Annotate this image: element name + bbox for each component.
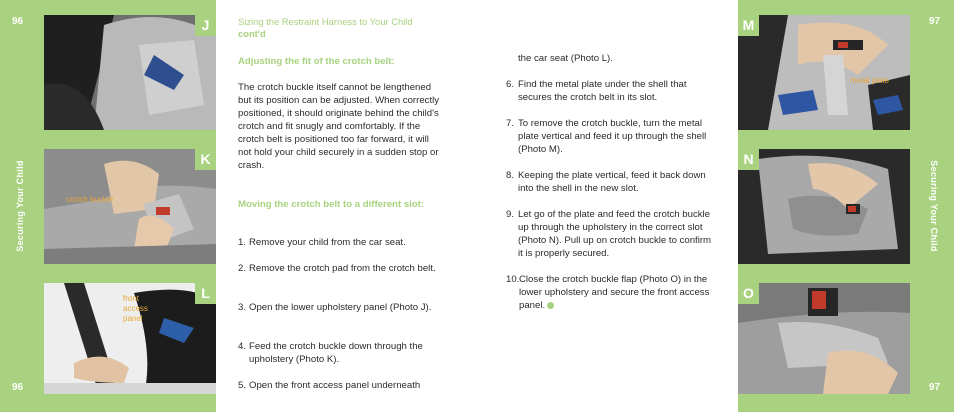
- page-number-top-right: 97: [929, 16, 941, 27]
- section-title-contd: cont'd: [238, 28, 266, 39]
- callout-metal-plate: metal plate: [850, 76, 890, 85]
- side-label-right: Securing Your Child: [929, 160, 939, 252]
- side-label-left: Securing Your Child: [15, 160, 25, 252]
- step-7-number: 7.: [506, 118, 515, 129]
- step-3-number: 3.: [238, 302, 247, 313]
- heading-adjusting-fit: Adjusting the fit of the crotch belt:: [238, 56, 395, 67]
- step-3-text: Open the lower upholstery panel (Photo J).: [249, 302, 432, 313]
- photo-j-image: [44, 15, 216, 130]
- step-10-text-body: Close the crotch buckle flap (Photo O) in the lower upholstery and secure the front access panel.: [519, 274, 710, 311]
- callout-front-access-panel: front access panel: [123, 294, 148, 323]
- photo-l: [44, 283, 216, 394]
- photo-m-image: [738, 15, 910, 130]
- step-8-text: Keeping the plate vertical, feed it back down into the shell in the new slot.: [518, 170, 706, 194]
- page-number-bottom-left: 96: [12, 382, 24, 393]
- photo-k: [44, 149, 216, 264]
- step-5-number: 5.: [238, 380, 247, 391]
- end-of-section-dot-icon: [547, 302, 554, 309]
- photo-o-letter: O: [738, 283, 759, 304]
- photo-n-letter: N: [738, 149, 759, 170]
- step-9-number: 9.: [506, 209, 515, 220]
- photo-j-letter: J: [195, 15, 216, 36]
- step-8-number: 8.: [506, 170, 515, 181]
- photo-n-image: [738, 149, 910, 264]
- photo-l-letter: L: [195, 283, 216, 304]
- step-4-text: Feed the crotch buckle down through the upholstery (Photo K).: [249, 341, 423, 365]
- page-number-top-left: 96: [12, 16, 24, 27]
- callout-crotch-buckle: crotch buckle: [66, 195, 114, 204]
- step-7-text: To remove the crotch buckle, turn the metal plate vertical and feed it up through the shell (Photo M).: [518, 118, 707, 155]
- step-6-number: 6.: [506, 79, 515, 90]
- photo-o: [738, 283, 910, 394]
- step-5-text: Open the front access panel underneath: [249, 380, 421, 391]
- step-10-text: [519, 273, 718, 312]
- section-title: [238, 16, 448, 40]
- step-1-text: Remove your child from the car seat.: [249, 237, 406, 248]
- step-9-text: Let go of the plate and feed the crotch buckle up through the upholstery in the correct slot (Photo N). Pull up on crotch buckle to confirm it is properly secured.: [518, 209, 712, 259]
- photo-j: [44, 15, 216, 130]
- heading-moving-crotch-belt: Moving the crotch belt to a different slot:: [238, 199, 425, 210]
- section-title-text: Sizing the Restraint Harness to Your Child: [238, 16, 413, 27]
- photo-m: [738, 15, 910, 130]
- step-2-text: Remove the crotch pad from the crotch belt.: [249, 263, 436, 274]
- step-4-number: 4.: [238, 341, 247, 352]
- step-5-continuation: the car seat (Photo L).: [518, 53, 613, 64]
- photo-k-image: [44, 149, 216, 264]
- step-6-text: Find the metal plate under the shell that secures the crotch belt in its slot.: [518, 79, 687, 103]
- photo-n: [738, 149, 910, 264]
- step-1-number: 1.: [238, 237, 247, 248]
- photo-o-image: [738, 283, 910, 394]
- photo-m-letter: M: [738, 15, 759, 36]
- paragraph-crotch-buckle: The crotch buckle itself cannot be lengthened but its position can be adjusted. When correctly positioned, it should originate behind the child's crotch and fit snugly and comfortably. If the crotch belt is positioned too far forward, it will not hold your child securely in a sudden stop or crash.: [238, 82, 440, 171]
- photo-k-letter: K: [195, 149, 216, 170]
- step-2-number: 2.: [238, 263, 247, 274]
- page-number-bottom-right: 97: [929, 382, 941, 393]
- step-10-number: 10.: [506, 274, 520, 285]
